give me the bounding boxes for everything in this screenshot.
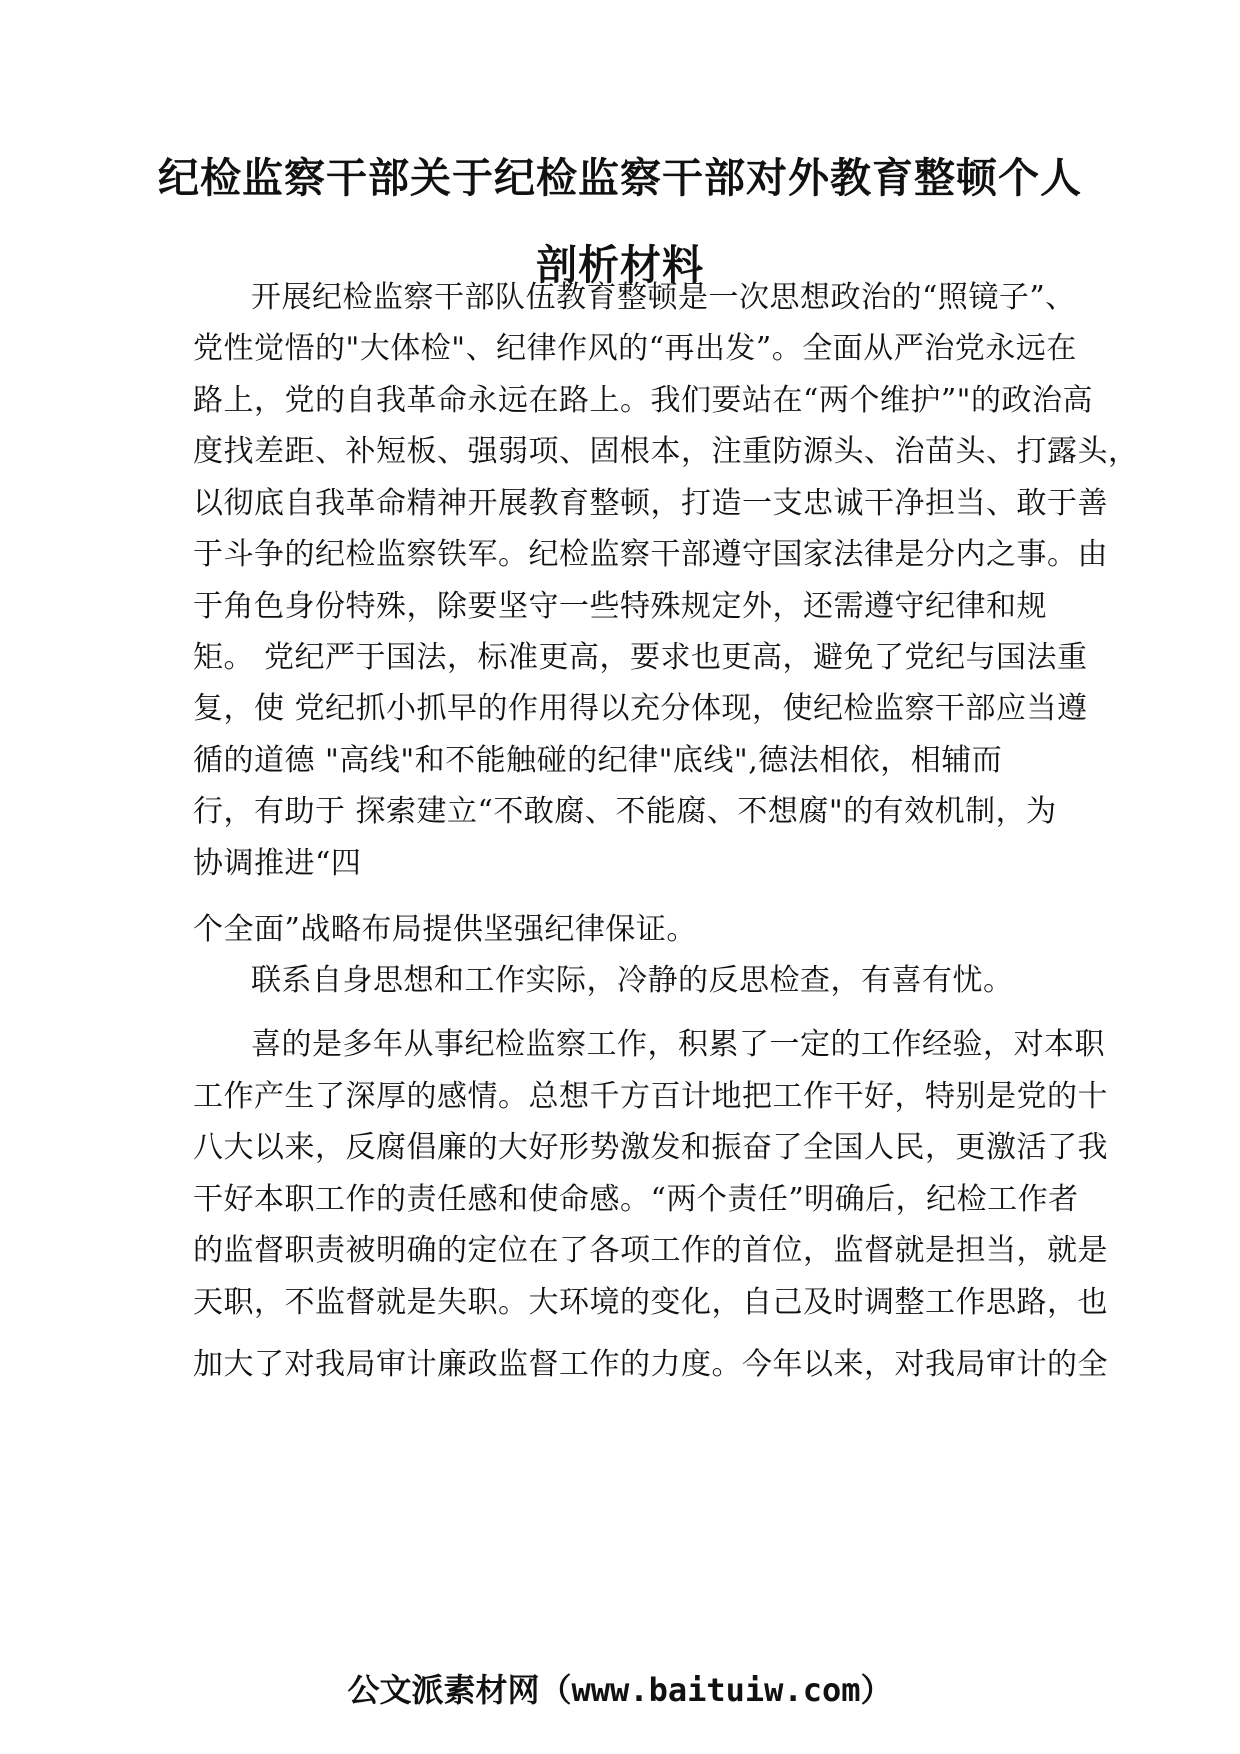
body-line-15: 喜的是多年从事纪检监察工作，积累了一定的工作经验，对本职: [251, 1027, 1105, 1062]
body-line-10: 循的道德 "高线"和不能触碰的纪律"底线",德法相依，相辅而: [193, 743, 1003, 778]
body-line-21: 加大了对我局审计廉政监督工作的力度。今年以来，对我局审计的全: [193, 1347, 1108, 1382]
body-line-7: 于角色身份特殊，除要坚守一些特殊规定外，还需遵守纪律和规: [193, 589, 1047, 624]
body-line-6: 于斗争的纪检监察铁军。纪检监察干部遵守国家法律是分内之事。由: [193, 537, 1108, 572]
footer-source: [120, 1671, 1120, 1709]
body-line-9: 复，使 党纪抓小抓早的作用得以充分体现，使纪检监察干部应当遵: [193, 691, 1088, 726]
body-line-3: 路上，党的自我革命永远在路上。我们要站在“两个维护”"的政治高: [193, 383, 1093, 418]
body-line-2: 党性觉悟的"大体检"、纪律作风的“再出发”。全面从严治党永远在: [193, 331, 1077, 366]
body-line-17: 八大以来，反腐倡廉的大好形势激发和振奋了全国人民，更激活了我: [193, 1130, 1108, 1165]
document-title-line-1: 纪检监察干部关于纪检监察干部对外教育整顿个人: [158, 154, 1082, 202]
footer-paren-close: ）: [860, 1671, 893, 1709]
body-line-4: 度找差距、补短板、强弱项、固根本，注重防源头、治苗头、打露头，: [193, 434, 1139, 469]
body-line-5: 以彻底自我革命精神开展教育整顿，打造一支忠诚干净担当、敢于善: [193, 486, 1108, 521]
footer-site-name: 公文派素材网: [347, 1671, 540, 1709]
body-line-14: 联系自身思想和工作实际，冷静的反思检查，有喜有忧。: [251, 963, 1014, 998]
document-title-line-2: 剖析材料: [536, 241, 704, 289]
footer-url[interactable]: www.baituiw.com: [571, 1671, 861, 1709]
body-line-8: 矩。 党纪严于国法，标准更高，要求也更高，避免了党纪与国法重: [193, 640, 1088, 675]
body-line-20: 天职，不监督就是失职。大环境的变化，自己及时调整工作思路，也: [193, 1285, 1108, 1320]
body-line-1: 开展纪检监察干部队伍教育整顿是一次思想政治的“照镜子”、: [251, 280, 1076, 315]
body-line-13: 个全面”战略布局提供坚强纪律保证。: [193, 912, 697, 947]
footer-paren-open: （: [539, 1671, 572, 1709]
body-line-18: 干好本职工作的责任感和使命感。“两个责任”明确后，纪检工作者: [193, 1182, 1079, 1217]
body-line-16: 工作产生了深厚的感情。总想千方百计地把工作干好，特别是党的十: [193, 1079, 1108, 1114]
body-line-12: 协调推进“四: [193, 846, 362, 881]
body-line-19: 的监督职责被明确的定位在了各项工作的首位，监督就是担当，就是: [193, 1233, 1108, 1268]
body-line-11: 行，有助于 探索建立“不敢腐、不能腐、不想腐"的有效机制，为: [193, 794, 1057, 829]
